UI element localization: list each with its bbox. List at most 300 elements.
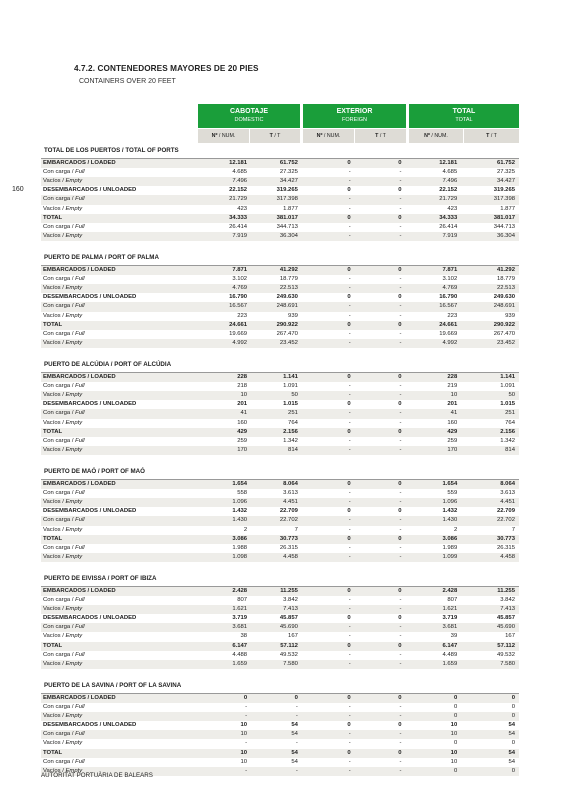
table-cell: 11.255 [280,587,298,594]
table-cell: - [399,767,402,774]
table-row [41,596,519,605]
table-cell: 10 [240,731,248,738]
table-cell: 290.922 [276,321,298,328]
table-cell: - [399,169,402,176]
table-cell: 22.709 [279,508,298,515]
table-cell: 3.086 [442,535,458,542]
table-row [41,214,519,223]
port-section [41,241,519,348]
table-cell: - [399,312,402,319]
table-row [41,703,519,712]
table-cell: 7.919 [232,232,248,239]
table-cell: 34.333 [229,214,248,221]
row-label: Con carga / Full [43,330,85,337]
header-group-sub: DOMESTIC [234,117,264,123]
table-cell: 3.719 [232,615,248,622]
table-cell: 4.769 [442,285,458,292]
table-row [41,489,519,498]
table-body [41,144,519,776]
table-cell: - [348,767,351,774]
row-label: Vacíos / Empty [43,285,83,292]
row-label: Vacíos / Empty [43,232,83,239]
table-row [41,302,519,311]
table-cell: - [399,499,402,506]
table-cell: 19.669 [439,330,458,337]
table-cell: - [348,499,351,506]
table-cell: 939 [505,312,515,319]
table-row [41,284,519,293]
section-gap [41,562,519,572]
row-label: Vacíos / Empty [43,392,83,399]
table-row [41,312,519,321]
table-cell: 0 [398,428,402,435]
table-cell: 0 [398,508,402,515]
port-section [41,455,519,562]
header-group-cabotaje [198,104,300,128]
table-cell: 170 [447,446,458,453]
table-cell: 10 [240,749,248,756]
table-cell: 0 [398,587,402,594]
table-cell: 0 [347,615,351,622]
table-cell: - [348,303,351,310]
table-cell: 1.342 [283,437,298,444]
table-cell: 0 [243,694,248,701]
table-row [41,168,519,177]
table-cell: 0 [398,214,402,221]
table-cell: 1.098 [232,553,248,560]
header-group-exterior [303,104,406,128]
table-row [41,409,519,418]
subheader-t: T / T [355,129,406,143]
row-label: Con carga / Full [43,624,85,631]
table-cell: 57.112 [497,642,515,649]
table-cell: - [399,276,402,283]
table-cell: 2.428 [232,587,248,594]
table-cell: 0 [347,694,351,701]
table-cell: - [399,526,402,533]
table-cell: 4.489 [442,651,458,658]
table-cell: - [348,169,351,176]
table-cell: 4.458 [283,553,298,560]
header-group-total [409,104,519,128]
row-label: Vacíos / Empty [43,767,83,774]
table-cell: 0 [398,480,402,487]
table-cell: 0 [398,749,402,756]
table-row [41,446,519,455]
table-cell: 0 [398,373,402,380]
table-cell: 3.842 [283,597,298,604]
table-row [41,400,519,409]
table-cell: 558 [237,490,248,497]
table-cell: 1.096 [442,499,458,506]
section-title: PUERTO DE MAÓ / PORT OF MAÓ [41,465,519,480]
row-label: Con carga / Full [43,731,85,738]
table-cell: 26.414 [229,223,248,230]
row-label: Con carga / Full [43,597,85,604]
table-row [41,623,519,632]
table-cell: 559 [447,490,458,497]
table-cell: 16.567 [229,303,248,310]
row-label: Vacíos / Empty [43,633,83,640]
table-cell: 3.613 [283,490,298,497]
row-label: TOTAL [43,535,63,542]
table-cell: - [399,606,402,613]
table-cell: 0 [398,266,402,273]
table-cell: - [348,713,351,720]
table-cell: - [399,446,402,453]
table-cell: - [399,740,402,747]
section-title: PUERTO DE LA SAVINA / PORT OF LA SAVINA [41,679,519,694]
table-cell: 54 [508,731,515,738]
table-cell: 2.156 [283,428,298,435]
table-cell: 0 [398,160,402,166]
table-cell: 2 [453,526,458,533]
table-cell: 423 [447,205,458,212]
subheader-num: Nº / NUM. [198,129,249,143]
table-row [41,223,519,232]
table-cell: 0 [347,749,351,756]
table-cell: 38 [240,633,248,640]
table-cell: 764 [505,419,515,426]
table-cell: - [348,597,351,604]
table-cell: 344.713 [493,223,515,230]
table-cell: - [245,704,248,711]
table-row [41,391,519,400]
table-cell: 0 [347,535,351,542]
table-row [41,614,519,623]
table-cell: 3.842 [500,597,515,604]
table-cell: 0 [398,615,402,622]
table-cell: 228 [447,373,458,380]
table-cell: 218 [237,383,248,390]
table-cell: 1.432 [442,508,458,515]
header-group-sub: TOTAL [455,117,473,123]
table-cell: 267.470 [276,330,298,337]
table-cell: 16.790 [439,294,458,301]
table-cell: - [348,178,351,185]
row-label: Vacíos / Empty [43,606,83,613]
table-cell: 1.989 [442,544,458,551]
table-cell: - [295,767,298,774]
table-cell: - [348,437,351,444]
table-cell: 0 [347,480,351,487]
table-cell: 39 [450,633,458,640]
table-row [41,605,519,614]
table-row [41,373,519,382]
header-group-sub: FOREIGN [341,117,368,123]
table-cell: 201 [237,401,248,408]
table-cell: 0 [347,642,351,649]
subheader-num: Nº / NUM. [303,129,354,143]
table-cell: 3.719 [442,615,458,622]
row-label: Vacíos / Empty [43,660,83,667]
table-cell: 27.325 [496,169,515,176]
table-cell: 167 [505,633,515,640]
row-label: Vacíos / Empty [43,740,83,747]
subheader-t: T / T [464,129,519,143]
table-cell: 0 [398,321,402,328]
table-cell: 317.398 [493,196,515,203]
table-cell: 22.702 [279,517,298,524]
row-label: Con carga / Full [43,196,85,203]
table-cell: - [399,704,402,711]
table-cell: 814 [505,446,515,453]
row-label: Con carga / Full [43,303,85,310]
row-label: Con carga / Full [43,276,85,283]
table-cell: 1.015 [283,401,298,408]
table-header [41,104,519,144]
table-cell: 4.685 [232,169,248,176]
table-cell: 423 [237,205,248,212]
table-cell: 18.779 [496,276,515,283]
table-cell: 1.342 [500,437,515,444]
table-cell: 764 [288,419,298,426]
table-row [41,721,519,730]
table-cell: 1.877 [500,205,515,212]
table-cell: 10 [240,758,248,765]
table-cell: 0 [398,535,402,542]
table-cell: 49.532 [279,651,298,658]
row-label: DESEMBARCADOS / UNLOADED [43,615,137,622]
table-cell: 2 [243,526,248,533]
table-cell: 0 [453,740,458,747]
table-cell: 4.488 [232,651,248,658]
table-cell: 249.630 [276,294,298,301]
table-cell: - [399,205,402,212]
table-cell: 3.102 [442,276,458,283]
table-cell: 22.152 [229,187,248,194]
table-cell: 0 [511,740,515,747]
row-label: DESEMBARCADOS / UNLOADED [43,722,137,729]
table-cell: 0 [347,214,351,221]
table-cell: 22.513 [496,285,515,292]
table-cell: 251 [505,410,515,417]
table-row [41,275,519,284]
table-row [41,749,519,758]
table-cell: 4.992 [442,339,458,346]
table-cell: - [399,419,402,426]
table-cell: - [399,731,402,738]
table-cell: - [348,660,351,667]
table-cell: 4.451 [283,499,298,506]
table-cell: - [348,419,351,426]
table-cell: - [399,303,402,310]
table-cell: 34.427 [279,178,298,185]
table-cell: 319.265 [493,187,515,194]
table-cell: 381.017 [276,214,298,221]
table-cell: 1.621 [442,606,458,613]
table-cell: 41 [240,410,248,417]
table-cell: - [348,232,351,239]
table-cell: 1.141 [283,373,298,380]
table-cell: 45.690 [496,624,515,631]
table-cell: 344.713 [276,223,298,230]
table-cell: - [348,205,351,212]
table-cell: - [399,232,402,239]
row-label: TOTAL [43,749,63,756]
table-cell: - [348,223,351,230]
table-cell: 223 [237,312,248,319]
table-cell: - [399,597,402,604]
table-row [41,544,519,553]
row-label: Con carga / Full [43,651,85,658]
table-cell: 18.779 [279,276,298,283]
section-gap [41,669,519,679]
subheader-t: T / T [250,129,300,143]
table-row [41,321,519,330]
table-cell: - [399,392,402,399]
row-label: Con carga / Full [43,437,85,444]
table-cell: 248.691 [493,303,515,310]
row-label: DESEMBARCADOS / UNLOADED [43,294,137,301]
table-cell: 1.091 [283,383,298,390]
port-section [41,144,519,241]
row-label: Con carga / Full [43,383,85,390]
table-cell: - [399,544,402,551]
table-cell: 259 [237,437,248,444]
table-cell: - [245,713,248,720]
table-row [41,339,519,348]
table-cell: 0 [453,694,458,701]
table-cell: 16.790 [229,294,248,301]
table-row [41,660,519,669]
table-row [41,330,519,339]
table-row [41,419,519,428]
table-cell: 61.752 [496,160,515,166]
table-cell: 7.496 [442,178,458,185]
table-cell: 30.773 [496,535,515,542]
table-cell: - [399,178,402,185]
table-cell: 0 [347,321,351,328]
table-cell: 22.152 [439,187,458,194]
table-cell: 41 [450,410,458,417]
table-cell: 228 [237,373,248,380]
table-cell: 249.630 [493,294,515,301]
table-cell: 26.315 [279,544,298,551]
table-row [41,232,519,241]
table-cell: 251 [288,410,298,417]
row-label: Vacíos / Empty [43,419,83,426]
table-cell: 7.496 [232,178,248,185]
table-cell: 170 [237,446,248,453]
table-cell: - [348,517,351,524]
table-cell: 54 [508,749,515,756]
row-label: EMBARCADOS / LOADED [43,587,116,594]
table-cell: - [348,704,351,711]
table-cell: 4.458 [500,553,515,560]
table-cell: 429 [237,428,248,435]
table-cell: 11.255 [497,587,515,594]
table-cell: 201 [447,401,458,408]
table-cell: 0 [398,294,402,301]
table-row [41,694,519,703]
table-cell: 0 [398,694,402,701]
row-label: Con carga / Full [43,490,85,497]
table-cell: - [399,196,402,203]
table-row [41,205,519,214]
table-cell: 259 [447,437,458,444]
table-cell: 3.613 [500,490,515,497]
table-cell: - [399,633,402,640]
table-cell: 1.877 [283,205,298,212]
row-label: TOTAL [43,642,63,649]
table-cell: 10 [450,392,458,399]
row-label: Vacíos / Empty [43,713,83,720]
table-cell: 4.451 [500,499,515,506]
table-cell: 1.432 [232,508,248,515]
table-cell: 381.017 [493,214,515,221]
table-cell: 1.096 [232,499,248,506]
table-cell: - [348,196,351,203]
table-row [41,195,519,204]
table-cell: 23.452 [279,339,298,346]
table-cell: 807 [237,597,248,604]
table-cell: - [295,740,298,747]
table-cell: 3.086 [232,535,248,542]
table-cell: - [245,767,248,774]
table-cell: 1.091 [500,383,515,390]
row-label: EMBARCADOS / LOADED [43,160,116,166]
table-row [41,186,519,195]
table-cell: 22.709 [496,508,515,515]
section-gap [41,455,519,465]
row-label: TOTAL [43,321,63,328]
table-row [41,480,519,489]
table-cell: 23.452 [496,339,515,346]
table-cell: 1.015 [500,401,515,408]
table-cell: 24.661 [439,321,458,328]
row-label: Vacíos / Empty [43,312,83,319]
table-cell: 50 [291,392,298,399]
table-cell: 0 [347,401,351,408]
table-row [41,507,519,516]
table-cell: 2.156 [500,428,515,435]
table-cell: - [399,330,402,337]
table-cell: - [348,490,351,497]
table-cell: 4.685 [442,169,458,176]
table-row [41,553,519,562]
table-cell: 10 [450,731,458,738]
table-row [41,382,519,391]
header-group-main: CABOTAJE [230,108,268,115]
table-cell: 8.064 [500,480,515,487]
table-cell: 0 [398,722,402,729]
table-cell: - [348,624,351,631]
table-cell: - [348,410,351,417]
table-cell: 1.988 [232,544,248,551]
table-row [41,498,519,507]
table-cell: 50 [508,392,515,399]
table-cell: - [348,446,351,453]
table-cell: 319.265 [276,187,298,194]
table-cell: 54 [291,749,298,756]
row-label: EMBARCADOS / LOADED [43,373,116,380]
row-label: Con carga / Full [43,544,85,551]
page-title: 4.7.2. CONTENEDORES MAYORES DE 20 PIES [74,64,259,73]
table-cell: 160 [447,419,458,426]
table-cell: 1.654 [232,480,248,487]
table-cell: 0 [347,160,351,166]
table-cell: 61.752 [279,160,298,166]
row-label: Con carga / Full [43,758,85,765]
table-row [41,159,519,168]
containers-table [41,104,519,776]
table-cell: 0 [347,294,351,301]
table-cell: 24.661 [229,321,248,328]
row-label: Con carga / Full [43,517,85,524]
row-label: Vacíos / Empty [43,178,83,185]
header-group-main: EXTERIOR [336,108,373,115]
